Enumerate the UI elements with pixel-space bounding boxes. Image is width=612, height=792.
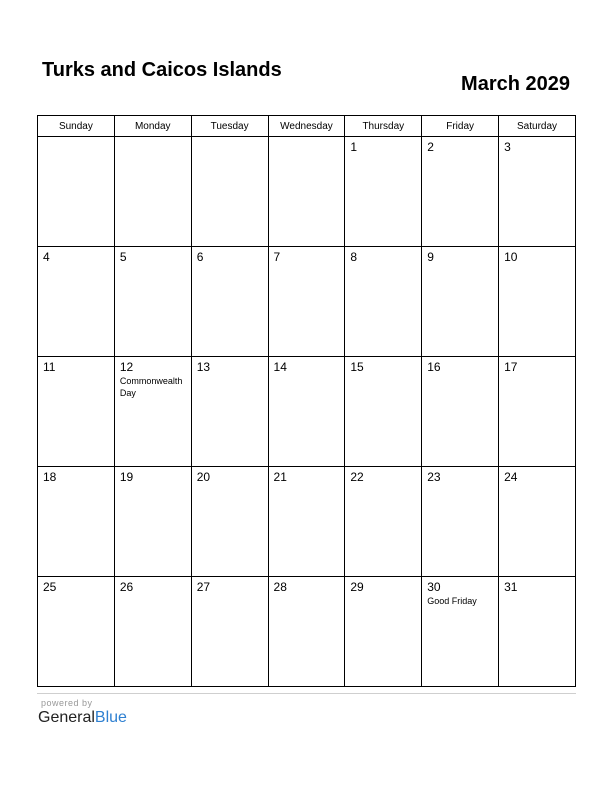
day-number: 14: [273, 360, 287, 374]
day-number: 3: [504, 140, 511, 154]
day-number: 26: [119, 580, 134, 594]
day-number: 24: [504, 470, 518, 484]
day-cell: [268, 247, 345, 357]
day-cell: [499, 247, 576, 357]
day-cell: [38, 137, 115, 247]
day-cell: [345, 357, 422, 467]
weekday-header-row: [38, 116, 576, 137]
day-cell: [422, 577, 499, 687]
day-cell: [38, 577, 115, 687]
day-number: 20: [196, 470, 211, 484]
day-cell: [268, 137, 345, 247]
day-number: 29: [350, 580, 364, 594]
day-number: 12: [119, 360, 134, 374]
day-number: 16: [427, 360, 441, 374]
weekday-friday: Friday: [422, 116, 499, 137]
day-number: 25: [43, 580, 57, 594]
day-number: 9: [427, 250, 434, 264]
day-cell: [422, 137, 499, 247]
day-cell: [499, 577, 576, 687]
day-number: 4: [43, 250, 50, 264]
day-cell: [114, 357, 191, 467]
day-cell: [191, 247, 268, 357]
day-cell: [345, 467, 422, 577]
weekday-sunday: Sunday: [38, 116, 115, 137]
day-number: 19: [119, 470, 134, 484]
day-number: 18: [43, 470, 57, 484]
day-cell: [114, 467, 191, 577]
day-cell: [191, 577, 268, 687]
day-cell: [191, 467, 268, 577]
day-number: 6: [196, 250, 204, 264]
day-cell: [268, 577, 345, 687]
day-number: 7: [273, 250, 281, 264]
week-row: [38, 467, 576, 577]
day-cell: [114, 247, 191, 357]
week-row: [38, 137, 576, 247]
day-number: 15: [350, 360, 364, 374]
day-number: 30: [427, 580, 441, 594]
holiday-label: Commonwealth Day: [119, 376, 183, 398]
weekday-monday: Monday: [114, 116, 191, 137]
day-cell: [422, 357, 499, 467]
day-cell: [38, 357, 115, 467]
day-number: 2: [427, 140, 434, 154]
day-number: 5: [119, 250, 127, 264]
week-row: [38, 577, 576, 687]
generalblue-logo[interactable]: [38, 708, 127, 728]
powered-by-text: powered by: [41, 698, 93, 708]
day-cell: [345, 137, 422, 247]
day-cell: [114, 577, 191, 687]
weekday-wednesday: Wednesday: [268, 116, 345, 137]
weekday-saturday: Saturday: [499, 116, 576, 137]
calendar-grid: [37, 115, 576, 687]
holiday-label: Good Friday: [427, 596, 477, 606]
day-number: 23: [427, 470, 441, 484]
week-row: [38, 247, 576, 357]
day-number: 27: [196, 580, 211, 594]
day-cell: [345, 247, 422, 357]
day-number: 1: [350, 140, 358, 154]
day-number: 17: [504, 360, 518, 374]
day-cell: [38, 467, 115, 577]
day-cell: [499, 467, 576, 577]
day-number: 28: [273, 580, 287, 594]
brand-blue: Blue: [94, 709, 127, 726]
day-number: 21: [273, 470, 287, 484]
day-number: 8: [350, 250, 358, 264]
day-cell: [38, 247, 115, 357]
day-cell: [345, 577, 422, 687]
day-number: 13: [196, 360, 211, 374]
footer-divider: [37, 693, 576, 694]
weekday-thursday: Thursday: [345, 116, 422, 137]
day-number: 22: [350, 470, 364, 484]
day-number: 31: [504, 580, 518, 594]
country-title: Turks and Caicos Islands: [42, 59, 282, 81]
day-cell: [114, 137, 191, 247]
day-cell: [422, 247, 499, 357]
day-cell: [191, 137, 268, 247]
day-cell: [422, 467, 499, 577]
day-cell: [499, 137, 576, 247]
day-cell: [499, 357, 576, 467]
week-row: [38, 357, 576, 467]
weekday-tuesday: Tuesday: [191, 116, 268, 137]
day-cell: [268, 467, 345, 577]
brand-general: General: [38, 709, 95, 726]
day-cell: [268, 357, 345, 467]
day-cell: [191, 357, 268, 467]
month-year-title: March 2029: [461, 73, 570, 95]
day-number: 11: [43, 360, 56, 374]
day-number: 10: [504, 250, 518, 264]
